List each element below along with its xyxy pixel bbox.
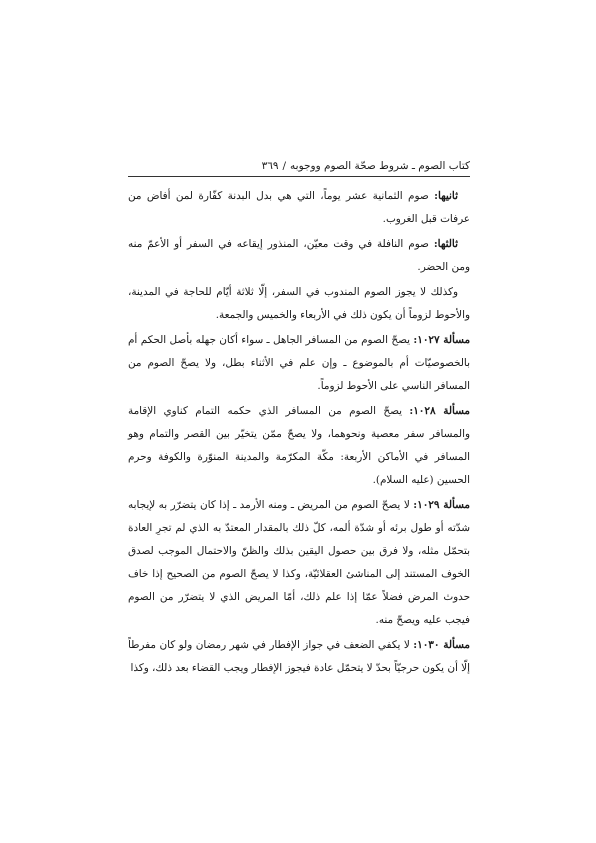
issue-number: مسألة ١٠٢٨:	[409, 405, 470, 417]
issue-number: مسألة ١٠٢٧:	[413, 334, 471, 346]
issue-1030	[128, 634, 470, 680]
issue-number: مسألة ١٠٣٠:	[413, 639, 470, 651]
paragraph-recommended-fast	[128, 281, 470, 327]
issue-1029	[128, 494, 470, 632]
header-separator: /	[282, 160, 287, 172]
page-body	[128, 185, 470, 680]
running-header	[128, 150, 470, 177]
paragraph-text: وكذلك لا يجوز الصوم المندوب في السفر، إلّا ثلاثة أيّام للحاجة في المدينة، والأحوط لزوماً أن يكون ذلك في الأربعاء والخميس والجمعة.	[128, 286, 470, 321]
paragraph-text: صوم النافلة في وقت معيّن، المنذور إيقاعه في السفر أو الأعمّ منه ومن الحضر.	[128, 238, 470, 273]
issue-1027	[128, 329, 470, 398]
issue-text: لا يصحّ الصوم من المريض ـ ومنه الأرمد ـ إذا كان يتضرّر به لإيجابه شدّته أو طول برئه أو شدّة ألمه، كلّ ذلك بالمقدار المعتدّ به الذي لم تجرِ العادة بتحمّل مثله، ولا فرق بين حصول اليقين بذلك والظنّ والاحتمال الموجب لصدق الخوف المستند إلى المناشئ العقلائيّة، وكذا لا يصحّ الصوم من الصحيح إذا خاف حدوث المرض فضلاً عمّا إذا علم ذلك، أمّا المريض الذي لا يتضرّر من الصوم فيجب عليه ويصحّ منه.	[128, 499, 470, 626]
paragraph-lead: ثالثها:	[433, 238, 458, 250]
header-title: كتاب الصوم ـ شروط صحّة الصوم ووجوبه	[290, 160, 470, 172]
book-page	[128, 150, 470, 682]
issue-text: لا يكفي الضعف في جواز الإفطار في شهر رمضان ولو كان مفرطاً إلّا أن يكون حرجيّاً بحدّ لا يتحمّل عادة فيجوز الإفطار ويجب القضاء بعد ذلك، وكذا	[128, 639, 470, 674]
paragraph-text: صوم الثمانية عشر يوماً، التي هي بدل البدنة كفّارة لمن أفاض من عرفات قبل الغروب.	[128, 190, 470, 225]
issue-1028	[128, 400, 470, 492]
issue-text: يصحّ الصوم من المسافر الذي حكمه التمام كناوي الإقامة والمسافر سفر معصية ونحوهما، ولا يصحّ ممّن يتخيّر بين القصر والتمام وهو المسافر في الأماكن الأربعة: مكّة المكرّمة والمدينة المنوّرة والكوفة وحرم الحسين (عليه السلام).	[128, 405, 470, 486]
paragraph-second	[128, 185, 470, 231]
issue-text: يصحّ الصوم من المسافر الجاهل ـ سواء أكان جهله بأصل الحكم أم بالخصوصيّات أم بالموضوع ـ وإن علم في الأثناء بطل، ولا يصحّ الصوم من المسافر الناسي على الأحوط لزوماً.	[128, 334, 470, 392]
issue-number: مسألة ١٠٢٩:	[413, 499, 471, 511]
paragraph-lead: ثانيها:	[434, 190, 458, 202]
page-number: ٣٦٩	[261, 160, 279, 172]
paragraph-third	[128, 233, 470, 279]
